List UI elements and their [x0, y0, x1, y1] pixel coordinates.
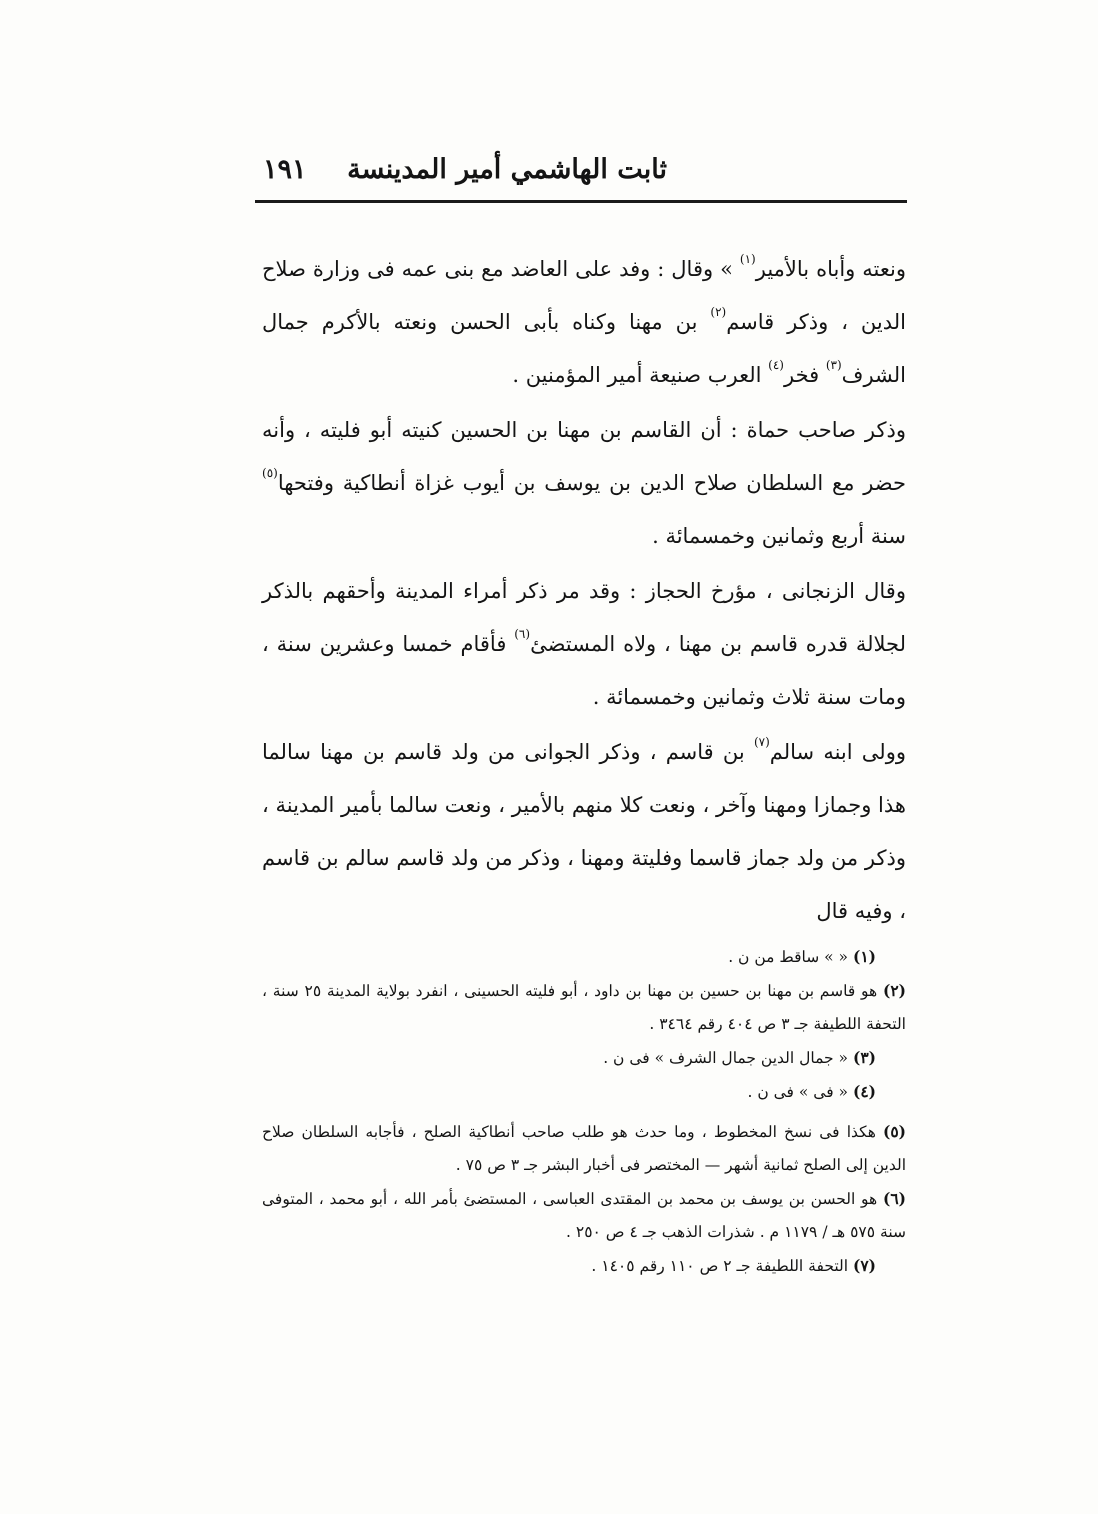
- footnote-2: [262, 974, 906, 1041]
- text-run: بن مهنا وكناه بأبى الحسن ونعته بالأكرم جمال الشرف: [262, 310, 906, 387]
- footnote-6: [262, 1182, 906, 1249]
- footnote-number: (٤): [852, 1082, 876, 1101]
- footnote-ref-2: (٢): [710, 305, 727, 319]
- footnote-text: هو قاسم بن مهنا بن حسين بن مهنا بن داود ، أبو فليته الحسينى ، انفرد بولاية المدينة ٢٥ سنة ، التحفة اللطيفة جـ ٣ ص ٤٠٤ رقم ٣٤٦٤ .: [262, 982, 906, 1033]
- paragraph-4: [262, 726, 906, 938]
- footnote-text: هكذا فى نسخ المخطوط ، وما حدث هو طلب صاحب أنطاكية الصلح ، فأجابه السلطان صلاح الدين إلى الصلح ثمانية أشهر — المختصر فى أخبار البشر جـ ٣ ص ٧٥ .: [262, 1123, 906, 1174]
- footnote-ref-6: (٦): [514, 627, 531, 641]
- footnote-number: (٢): [882, 981, 906, 1000]
- running-title: ثابت الهاشمي أمير المدينسة: [347, 154, 667, 185]
- footnote-number: (٧): [852, 1256, 876, 1275]
- paragraph-3: [262, 565, 906, 724]
- text-run: وولى ابنه سالم: [769, 740, 906, 764]
- text-run: وذكر صاحب حماة : أن القاسم بن مهنا بن الحسين كنيته أبو فليته ، وأنه حضر مع السلطان صلاح الدين بن يوسف بن أيوب غزاة أنطاكية وفتحها: [262, 418, 906, 495]
- footnote-number: (٥): [882, 1122, 906, 1141]
- footnote-ref-4: (٤): [768, 358, 784, 372]
- footnote-text: « فى » فى ن .: [747, 1083, 849, 1101]
- footnote-1: [262, 940, 906, 974]
- main-text: [262, 243, 906, 938]
- paragraph-2: [262, 404, 906, 563]
- footnote-text: « » ساقط من ن .: [728, 948, 849, 966]
- header-rule: [255, 200, 907, 203]
- footnote-ref-3: (٣): [825, 358, 842, 372]
- footnote-ref-1: (١): [739, 252, 756, 266]
- page-number: ١٩١: [263, 154, 307, 185]
- page-header: [255, 152, 905, 192]
- footnote-number: (٦): [882, 1189, 906, 1208]
- text-run: وقال الزنجانى ، مؤرخ الحجاز : وقد مر ذكر أمراء المدينة وأحقهم بالذكر لجلالة قدره قاسم بن مهنا ، ولاه المستضئ: [262, 579, 906, 656]
- footnote-text: هو الحسن بن يوسف بن محمد بن المقتدى العباسى ، المستضئ بأمر الله ، أبو محمد ، المتوفى سنة ٥٧٥ هـ / ١١٧٩ م . شذرات الذهب جـ ٤ ص ٢٥٠ .: [262, 1190, 906, 1241]
- text-run: » وقال : وفد على العاضد مع بنى عمه فى وزارة صلاح الدين ، وذكر قاسم: [262, 257, 907, 334]
- footnote-text: « جمال الدين جمال الشرف » فى ن .: [603, 1049, 849, 1067]
- text-run: بن قاسم ، وذكر الجوانى من ولد قاسم بن مهنا سالما هذا وجمازا ومهنا وآخر ، ونعت كلا منهم بالأمير ، ونعت سالما بأمير المدينة ، وذكر من ولد جماز قاسما وفليتة ومهنا ، وذكر من ولد قاسم سالم بن قاسم ، وفيه قال: [262, 740, 906, 923]
- footnote-7: [262, 1249, 906, 1283]
- footnote-4: [262, 1075, 906, 1109]
- text-run: فخر: [783, 363, 826, 387]
- footnote-text: التحفة اللطيفة جـ ٢ ص ١١٠ رقم ١٤٠٥ .: [591, 1257, 849, 1275]
- footnote-ref-5: (٥): [262, 466, 278, 480]
- footnote-3: [262, 1041, 906, 1075]
- paragraph-1: [262, 243, 906, 402]
- footnote-5: [262, 1115, 906, 1182]
- footnote-number: (١): [852, 947, 876, 966]
- text-run: العرب صنيعة أمير المؤمنين .: [512, 363, 769, 387]
- footnotes: [262, 940, 906, 1283]
- text-run: سنة أربع وثمانين وخمسمائة .: [652, 524, 906, 548]
- text-run: ونعته وأباه بالأمير: [755, 257, 906, 281]
- footnote-number: (٣): [852, 1048, 876, 1067]
- footnote-ref-7: (٧): [753, 735, 770, 749]
- text-run: فأقام خمسا وعشرين سنة ، ومات سنة ثلاث وثمانين وخمسمائة .: [262, 632, 906, 709]
